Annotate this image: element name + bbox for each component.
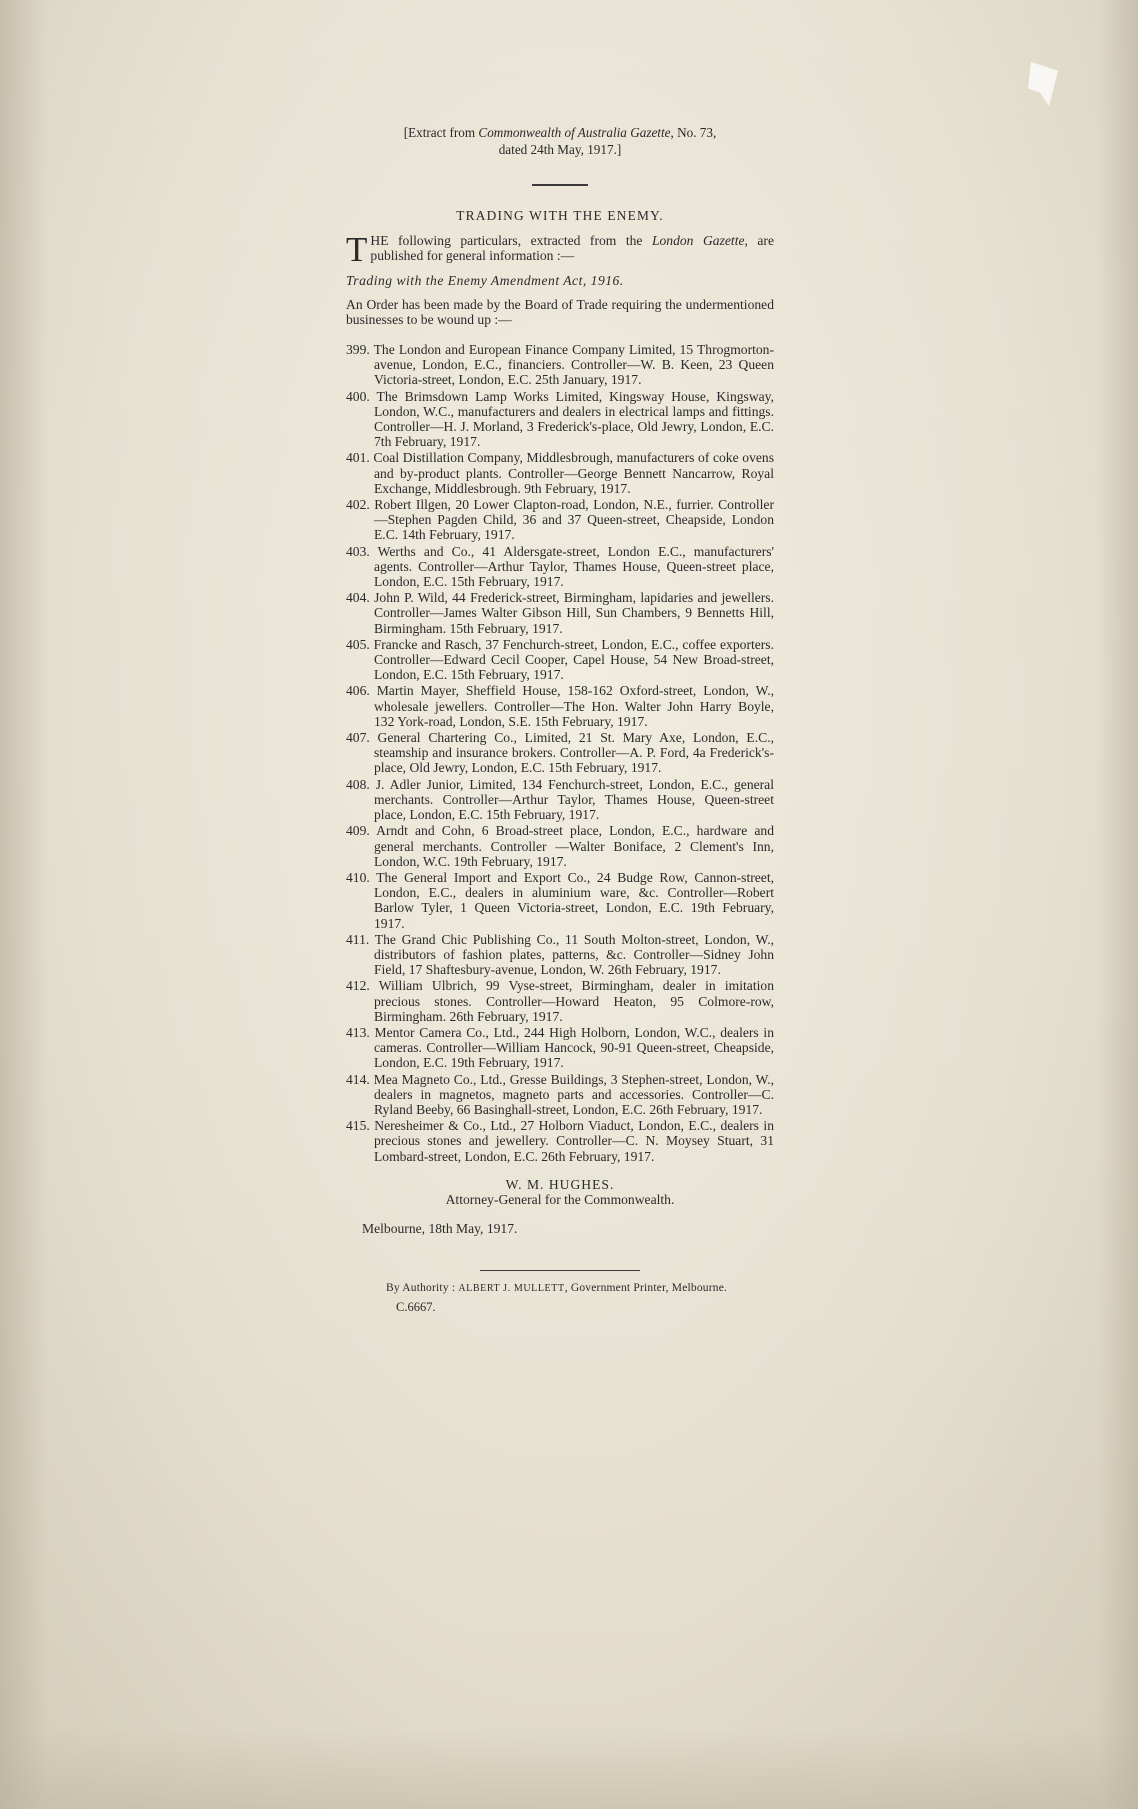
- paper-edge-right: [1098, 0, 1138, 1809]
- paper-tear: [1028, 62, 1058, 106]
- page-title: TRADING WITH THE ENEMY.: [456, 208, 664, 223]
- signatory-name: W. M. HUGHES.: [505, 1176, 615, 1192]
- list-item: 413. Mentor Camera Co., Ltd., 244 High Holborn, London, W.C., dealers in cameras. Controller—William Hancock, 90-91 Queen-street, Cheapside, London, E.C. 19th February, 1917.: [346, 1024, 774, 1071]
- list-item: 403. Werths and Co., 41 Aldersgate-street, London E.C., manufacturers' agents. Controller—Arthur Taylor, Thames House, Queen-street place, London, E.C. 15th February, 1917.: [346, 543, 774, 590]
- printer-authority: By Authority : ALBERT J. MULLETT, Government Printer, Melbourne.: [386, 1281, 728, 1294]
- list-item: 407. General Chartering Co., Limited, 21 St. Mary Axe, London, E.C., steamship and insurance brokers. Controller—A. P. Ford, 4a Frederick's-place, Old Jewry, London, E.C. 15th February, 1917.: [346, 730, 774, 776]
- footer-divider: [480, 1270, 640, 1271]
- list-item: 400. The Brimsdown Lamp Works Limited, Kingsway House, Kingsway, London, W.C., manufacturers and dealers in electrical lamps and fittings. Controller—H. J. Morland, 3 Frederick's-place, Old Jewry, London, E.C. 7th February, 1917.: [346, 388, 774, 450]
- list-item: 415. Neresheimer & Co., Ltd., 27 Holborn Viaduct, London, E.C., dealers in precious stones and jewellery. Controller—C. N. Moysey Stuart, 31 Lombard-street, London, E.C. 26th February, 1917.: [346, 1118, 774, 1164]
- signatory-title: Attorney-General for the Commonwealth.: [445, 1191, 675, 1207]
- list-item: 406. Martin Mayer, Sheffield House, 158-162 Oxford-street, London, W., wholesale jewellers. Controller—The Hon. Walter John Harry Boyle, 132 York-road, London, S.E. 15th February, 1917.: [346, 683, 774, 729]
- drop-cap: T: [346, 230, 368, 270]
- document-code: C.6667.: [396, 1300, 436, 1315]
- list-item: 409. Arndt and Cohn, 6 Broad-street place, London, E.C., hardware and general merchants. Controller —Walter Boniface, 2 Clement's Inn, London, W.C. 19th February, 1917.: [346, 823, 774, 869]
- list-item: 404. John P. Wild, 44 Frederick-street, Birmingham, lapidaries and jewellers. Controller—James Walter Gibson Hill, Sun Chambers, 9 Bennetts Hill, Birmingham. 15th February, 1917.: [346, 590, 774, 636]
- list-item: 412. William Ulbrich, 99 Vyse-street, Birmingham, dealer in imitation precious stones. Controller—Howard Heaton, 95 Colmore-row, Birmingham. 26th February, 1917.: [346, 978, 774, 1024]
- printer-name: ALBERT J. MULLETT: [458, 1282, 565, 1294]
- list-item: 399. The London and European Finance Company Limited, 15 Throgmorton-avenue, London, E.C., financiers. Controller—W. B. Keen, 23 Queen Victoria-street, London, E.C. 25th January, 1917.: [346, 342, 774, 388]
- header-line-1: [Extract from Commonwealth of Australia Gazette, No. 73,: [403, 125, 717, 140]
- list-item: 408. J. Adler Junior, Limited, 134 Fenchurch-street, London, E.C., general merchants. Controller—Arthur Taylor, Thames House, Queen-street place, London, E.C. 15th February, 1917.: [346, 776, 774, 823]
- act-heading: Trading with the Enemy Amendment Act, 1916.: [346, 273, 624, 289]
- paper-edge-left: [0, 0, 48, 1809]
- london-gazette-name: London Gazette: [651, 233, 745, 249]
- list-item: 402. Robert Illgen, 20 Lower Clapton-road, London, N.E., furrier. Controller—Stephen Pagden Child, 36 and 37 Queen-street, Cheapside, London E.C. 14th February, 1917.: [346, 497, 774, 543]
- paper-edge-bottom: [0, 1729, 1138, 1809]
- order-paragraph: An Order has been made by the Board of Trade requiring the undermentioned businesses to be wound up :—: [346, 297, 774, 328]
- text-column: [346, 124, 774, 1315]
- header-divider: [532, 184, 588, 186]
- intro-paragraph: THE following particulars, extracted from the London Gazette, are published for general information :—: [346, 230, 774, 270]
- extract-header: [346, 124, 774, 158]
- entries-list: [346, 342, 774, 1164]
- list-item: 411. The Grand Chic Publishing Co., 11 South Molton-street, London, W., distributors of fashion plates, patterns, &c. Controller—Sidney John Field, 17 Shaftesbury-avenue, London, W. 26th February, 1917.: [346, 931, 774, 978]
- list-item: 401. Coal Distillation Company, Middlesbrough, manufacturers of coke ovens and by-product plants. Controller—George Bennett Nancarrow, Royal Exchange, Middlesbrough. 9th February, 1917.: [346, 450, 774, 496]
- list-item: 410. The General Import and Export Co., 24 Budge Row, Cannon-street, London, E.C., dealers in aluminium ware, &c. Controller—Robert Barlow Tyler, 1 Queen Victoria-street, London, E.C. 19th February, 1917.: [346, 869, 774, 931]
- list-item: 405. Francke and Rasch, 37 Fenchurch-street, London, E.C., coffee exporters. Controller—Edward Cecil Cooper, Capel House, 54 New Broad-street, London, E.C. 15th February, 1917.: [346, 636, 774, 683]
- list-item: 414. Mea Magneto Co., Ltd., Gresse Buildings, 3 Stephen-street, London, W., dealers in magnetos, magneto parts and accessories. Controller—C. Ryland Beeby, 66 Basinghall-street, London, E.C. 26th February, 1917.: [346, 1071, 774, 1117]
- gazette-name: Commonwealth of Australia Gazette: [478, 125, 671, 140]
- place-date: Melbourne, 18th May, 1917.: [362, 1220, 518, 1236]
- header-line-2: dated 24th May, 1917.]: [498, 142, 622, 157]
- signature-block: [346, 1177, 774, 1207]
